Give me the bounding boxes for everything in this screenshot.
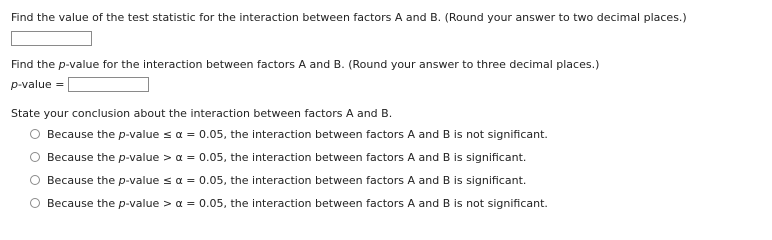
- radio-button[interactable]: [30, 175, 40, 185]
- option-label-italic: p: [118, 173, 126, 187]
- option-label-italic: p: [118, 196, 126, 210]
- option-label-prefix: Because the: [47, 196, 119, 210]
- conclusion-option-3[interactable]: [30, 173, 526, 187]
- option-label-italic: p: [118, 150, 126, 164]
- conclusion-option-4[interactable]: [30, 196, 548, 210]
- option-label-suffix: -value > α = 0.05, the interaction between factors A and B is significant.: [125, 150, 527, 164]
- p-value-question-italic: p: [58, 58, 66, 71]
- option-label: [47, 128, 548, 141]
- option-label: [47, 197, 548, 210]
- option-label-suffix: -value > α = 0.05, the interaction between factors A and B is not significant.: [125, 196, 548, 210]
- option-label-prefix: Because the: [47, 127, 119, 141]
- option-label-prefix: Because the: [47, 150, 119, 164]
- test-statistic-question: Find the value of the test statistic for the interaction between factors A and B. (Round your answer to two decimal places.): [11, 11, 687, 24]
- radio-button[interactable]: [30, 129, 40, 139]
- option-label-suffix: -value ≤ α = 0.05, the interaction between factors A and B is not significant.: [125, 127, 548, 141]
- p-value-question-suffix: -value for the interaction between factors A and B. (Round your answer to three decimal places.): [65, 58, 600, 71]
- test-statistic-input[interactable]: [11, 31, 92, 46]
- radio-button[interactable]: [30, 152, 40, 162]
- p-value-label-suffix: -value =: [17, 78, 65, 91]
- option-label-suffix: -value ≤ α = 0.05, the interaction between factors A and B is significant.: [125, 173, 527, 187]
- p-value-label: [11, 78, 64, 91]
- p-value-question: [11, 58, 599, 71]
- conclusion-option-1[interactable]: [30, 127, 548, 141]
- p-value-question-prefix: Find the: [11, 58, 59, 71]
- conclusion-option-2[interactable]: [30, 150, 526, 164]
- radio-button[interactable]: [30, 198, 40, 208]
- option-label: [47, 151, 526, 164]
- option-label-prefix: Because the: [47, 173, 119, 187]
- p-value-label-italic: p: [11, 78, 18, 91]
- conclusion-question: State your conclusion about the interaction between factors A and B.: [11, 107, 393, 120]
- p-value-input[interactable]: [68, 77, 149, 92]
- option-label-italic: p: [118, 127, 126, 141]
- option-label: [47, 174, 526, 187]
